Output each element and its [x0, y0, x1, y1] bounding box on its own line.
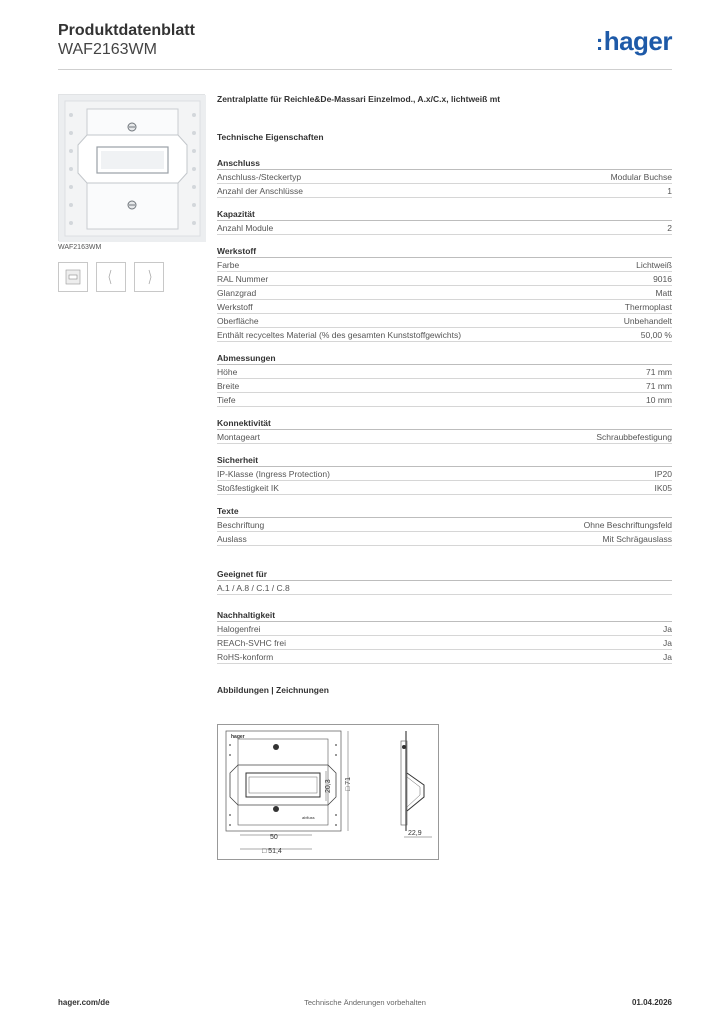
thumbnail-strip [58, 262, 164, 292]
spec-label: IP-Klasse (Ingress Protection) [217, 469, 330, 479]
spec-value: 71 mm [646, 381, 672, 391]
thumbnail-side-right[interactable] [134, 262, 164, 292]
spec-row [217, 221, 672, 235]
section-title: Nachhaltigkeit [217, 608, 672, 622]
product-code: WAF2163WM [58, 41, 157, 58]
spec-label: Stoßfestigkeit IK [217, 483, 279, 493]
section-title: Konnektivität [217, 416, 672, 430]
spec-value: Ja [663, 624, 672, 634]
spec-row [217, 622, 672, 636]
spec-label: Werkstoff [217, 302, 253, 312]
logo-text: hager [603, 26, 672, 56]
spec-label: RAL Nummer [217, 274, 269, 284]
spec-row [217, 532, 672, 546]
spec-section [217, 244, 672, 342]
dim-depth: 22,9 [408, 830, 422, 837]
page-title: Produktdatenblatt [58, 22, 195, 39]
spec-label: Enthält recyceltes Material (% des gesamten Kunststoffgewichts) [217, 330, 462, 340]
spec-label: Halogenfrei [217, 624, 261, 634]
section-title: Anschluss [217, 156, 672, 170]
section-title: Geeignet für [217, 567, 672, 581]
dim-height: 20,3 [325, 779, 332, 793]
spec-value: Modular Buchse [610, 172, 672, 182]
section-title: Kapazität [217, 207, 672, 221]
spec-value: Ohne Beschriftungsfeld [583, 520, 672, 530]
section-title: Werkstoff [217, 244, 672, 258]
geeignet-section [217, 567, 672, 595]
image-caption: WAF2163WM [58, 244, 102, 251]
spec-value: Ja [663, 652, 672, 662]
spec-value: Mit Schrägauslass [602, 534, 672, 544]
spec-content [217, 94, 672, 697]
spec-row [217, 430, 672, 444]
spec-row [217, 481, 672, 495]
spec-value: Ja [663, 638, 672, 648]
spec-row [217, 300, 672, 314]
spec-row [217, 650, 672, 664]
spec-section [217, 156, 672, 198]
spec-value: IP20 [654, 469, 672, 479]
footer-date: 01.04.2026 [631, 998, 672, 1007]
spec-value: 10 mm [646, 395, 672, 405]
product-description: Zentralplatte für Reichle&De-Massari Einzelmod., A.x/C.x, lichtweiß mt [217, 94, 501, 104]
spec-row [217, 314, 672, 328]
tech-heading: Technische Eigenschaften [217, 132, 324, 142]
drawing-brand-label: hager [231, 734, 245, 740]
spec-row [217, 170, 672, 184]
spec-label: Montageart [217, 432, 260, 442]
spec-value: 1 [667, 186, 672, 196]
spec-label: Anschluss-/Steckertyp [217, 172, 302, 182]
thumbnail-side-left[interactable] [96, 262, 126, 292]
spec-label: Auslass [217, 534, 247, 544]
section-title: Texte [217, 504, 672, 518]
spec-label: Höhe [217, 367, 238, 377]
footer-disclaimer: Technische Änderungen vorbehalten [304, 998, 426, 1007]
spec-label: Oberfläche [217, 316, 259, 326]
dim-outer: □ 51,4 [262, 848, 282, 855]
dim-square: □ 71 [345, 777, 352, 791]
spec-value: Schraubbefestigung [596, 432, 672, 442]
hager-logo: :hager [595, 26, 672, 56]
product-image [58, 94, 205, 241]
thumbnail-front[interactable] [58, 262, 88, 292]
spec-value: 71 mm [646, 367, 672, 377]
spec-label: Beschriftung [217, 520, 265, 530]
spec-row [217, 258, 672, 272]
drawings-title: Abbildungen | Zeichnungen [217, 685, 329, 695]
spec-row [217, 286, 672, 300]
spec-value: Thermoplast [624, 302, 672, 312]
technical-drawing [217, 724, 439, 860]
spec-row [217, 379, 672, 393]
spec-row [217, 518, 672, 532]
spec-value: 50,00 % [640, 330, 672, 340]
spec-row [217, 365, 672, 379]
spec-label: Anzahl Module [217, 223, 274, 233]
spec-label: Breite [217, 381, 240, 391]
spec-value: 9016 [653, 274, 672, 284]
spec-value: Unbehandelt [623, 316, 672, 326]
spec-section [217, 207, 672, 235]
page-header [58, 20, 672, 70]
spec-value: A.1 / A.8 / C.1 / C.8 [217, 583, 290, 593]
spec-section [217, 504, 672, 546]
spec-section [217, 453, 672, 495]
spec-row [217, 272, 672, 286]
spec-row [217, 393, 672, 407]
spec-sections [217, 156, 672, 546]
spec-value: 2 [667, 223, 672, 233]
spec-label: Tiefe [217, 395, 236, 405]
spec-value: Matt [655, 288, 672, 298]
spec-section [217, 416, 672, 444]
spec-label: Glanzgrad [217, 288, 257, 298]
dim-width: 50 [270, 834, 278, 841]
spec-label: Farbe [217, 260, 240, 270]
spec-row [217, 328, 672, 342]
nachhaltigkeit-section [217, 608, 672, 664]
spec-row [217, 184, 672, 198]
spec-section [217, 351, 672, 407]
spec-value: IK05 [654, 483, 672, 493]
drawing-small-label: abfluss [302, 815, 315, 820]
spec-row [217, 636, 672, 650]
spec-row [217, 467, 672, 481]
spec-label: Anzahl der Anschlüsse [217, 186, 303, 196]
spec-value: Lichtweiß [636, 260, 672, 270]
spec-label: REACh-SVHC frei [217, 638, 286, 648]
footer-website[interactable]: hager.com/de [58, 998, 110, 1007]
spec-row [217, 581, 672, 595]
spec-label: RoHS-konform [217, 652, 274, 662]
section-title: Abmessungen [217, 351, 672, 365]
section-title: Sicherheit [217, 453, 672, 467]
